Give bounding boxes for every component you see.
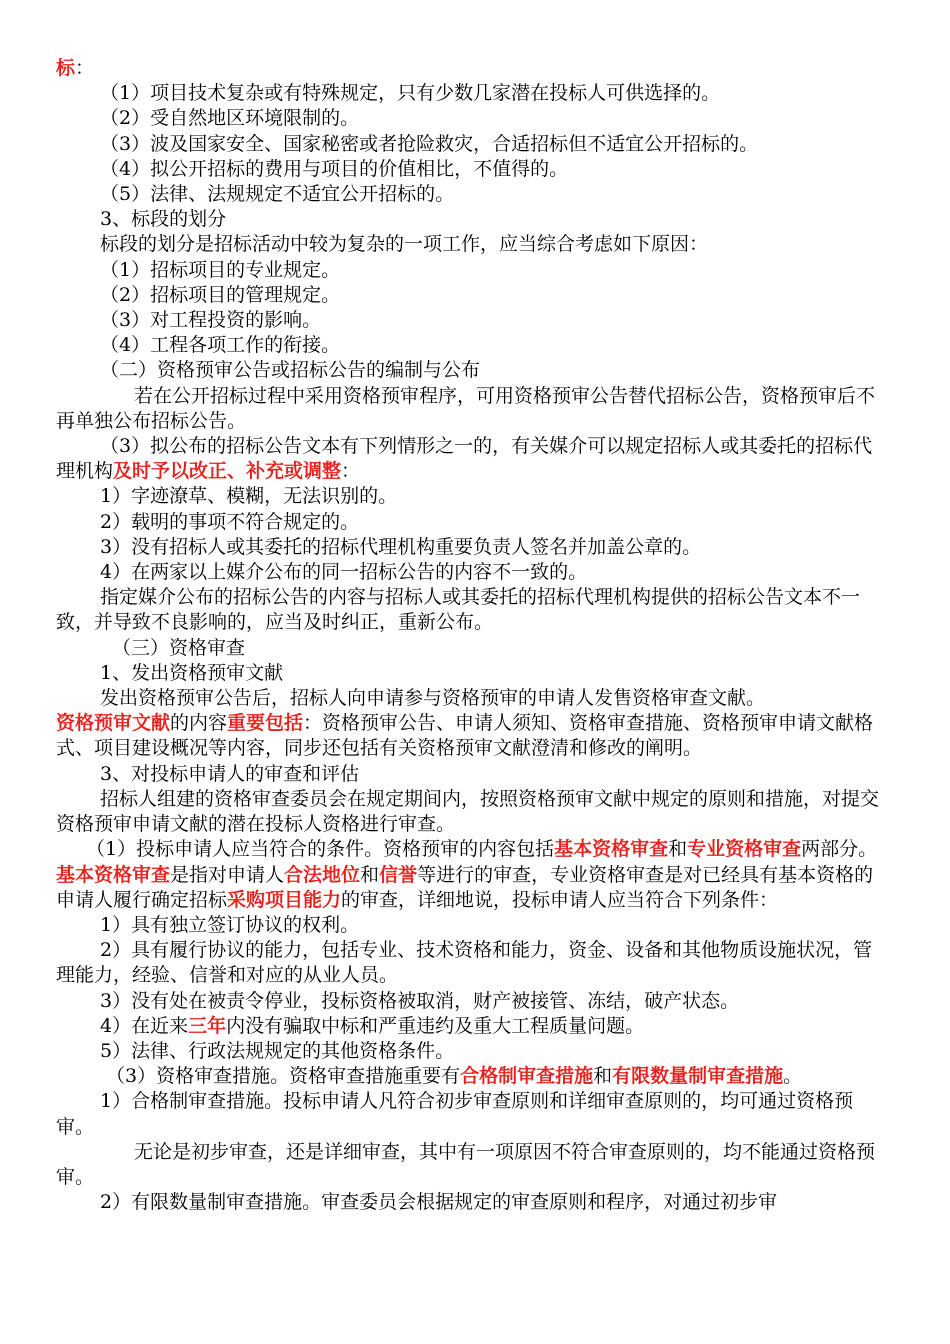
list-item: 4）在近来三年内没有骗取中标和严重违约及重大工程质量问题。: [100, 1014, 645, 1037]
intro-line: 标：: [56, 57, 95, 79]
highlight-text: 专业资格审查: [687, 838, 802, 861]
section-heading: 1、发出资格预审文献: [100, 661, 284, 684]
section-heading: 3、对投标申请人的审查和评估: [100, 762, 360, 785]
paragraph: 标段的划分是招标活动中较为复杂的一项工作，应当综合考虑如下原因：: [100, 233, 709, 256]
section-heading: （二）资格预审公告或招标公告的编制与公布: [100, 359, 481, 382]
list-item: 3）没有招标人或其委托的招标代理机构重要负责人签名并加盖公章的。: [100, 535, 702, 558]
list-item: 1）字迹潦草、模糊，无法识别的。: [100, 485, 398, 508]
list-item: （4）工程各项工作的衔接。: [100, 334, 341, 357]
paragraph: （3）资格审查措施。资格审查措施重要有合格制审查措施和有限数量制审查措施。: [106, 1065, 803, 1088]
highlight-text: 有限数量制审查措施: [612, 1065, 784, 1088]
list-item: （4）拟公开招标的费用与项目的价值相比，不值得的。: [100, 157, 569, 180]
list-item: 2）具有履行协议的能力，包括专业、技术资格和能力，资金、设备和其他物质设施状况，管理能力，经验、信誉和对应的从业人员。: [56, 939, 873, 987]
list-item: （3）对工程投资的影响。: [100, 309, 322, 332]
highlight-text: 重要包括: [227, 712, 304, 735]
list-item: 5）法律、行政法规规定的其他资格条件。: [100, 1039, 455, 1062]
list-item: （2）招标项目的管理规定。: [100, 283, 341, 306]
list-item: （1）项目技术复杂或有特殊规定，只有少数几家潜在投标人可供选择的。: [100, 82, 721, 105]
list-item: （5）法律、法规规定不适宜公开招标的。: [100, 183, 455, 206]
list-item: （1）招标项目的专业规定。: [100, 258, 341, 281]
list-item: 1）具有独立签订协议的权利。: [100, 913, 360, 936]
paragraph: 资格预审文献的内容重要包括：资格预审公告、申请人须知、资格审查措施、资格预审申请文献格式、项目建设概况等内容，同步还包括有关资格预审文献澄清和修改的阐明。: [56, 712, 874, 760]
paragraph: （1）投标申请人应当符合的条件。资格预审的内容包括基本资格审查和专业资格审查两部分。基本资格审查是指对申请人合法地位和信誉等进行的审查，专业资格审查是对已经具有基本资格的申请人履行确定招标采购项目能力的审查，详细地说，投标申请人应当符合下列条件：: [56, 838, 878, 911]
highlight-text: 合格制审查措施: [460, 1065, 594, 1088]
highlight-text: 信誉: [379, 863, 418, 886]
paragraph: 指定媒介公布的招标公告的内容与招标人或其委托的招标代理机构提供的招标公告文本不一致，并导致不良影响的，应当及时纠正，重新公布。: [56, 586, 861, 634]
paragraph: 发出资格预审公告后，招标人向申请参与资格预审的申请人发售资格审查文献。: [100, 687, 766, 710]
list-item: 4）在两家以上媒介公布的同一招标公告的内容不一致的。: [100, 561, 588, 584]
highlight-text: 基本资格审查: [554, 838, 669, 861]
highlight-text: 采购项目能力: [227, 888, 342, 911]
paragraph: 2）有限数量制审查措施。审查委员会根据规定的审查原则和程序，对通过初步审: [100, 1191, 778, 1214]
highlight-text: 及时予以改正、补充或调整: [113, 460, 342, 483]
highlight-text: 三年: [188, 1014, 227, 1037]
highlight-text: 资格预审文献: [56, 712, 171, 735]
section-heading: 3、标段的划分: [100, 208, 227, 231]
highlight-text: 基本资格审查: [56, 863, 171, 886]
list-item: 2）载明的事项不符合规定的。: [100, 510, 360, 533]
list-item: 3）没有处在被责令停业，投标资格被取消，财产被接管、冻结，破产状态。: [100, 989, 740, 1012]
list-item: （2）受自然地区环境限制的。: [100, 107, 360, 130]
paragraph: 招标人组建的资格审查委员会在规定期间内，按照资格预审文献中规定的原则和措施，对提交资格预审申请文献的潜在投标人资格进行审查。: [56, 787, 880, 836]
paragraph: 无论是初步审查，还是详细审查，其中有一项原因不符合审查原则的，均不能通过资格预审。: [56, 1140, 876, 1188]
paragraph: （3）拟公布的招标公告文本有下列情形之一的，有关媒介可以规定招标人或其委托的招标代理机构及时予以改正、补充或调整：: [56, 435, 873, 483]
section-heading: （三）资格审查: [112, 636, 246, 659]
list-item: （3）波及国家安全、国家秘密或者抢险救灾，合适招标但不适宜公开招标的。: [100, 132, 759, 155]
paragraph: 1）合格制审查措施。投标申请人凡符合初步审查原则和详细审查原则的，均可通过资格预审。: [56, 1090, 854, 1138]
highlight-text: 合法地位: [284, 863, 361, 886]
paragraph: 若在公开招标过程中采用资格预审程序，可用资格预审公告替代招标公告，资格预审后不再单独公布招标公告。: [56, 384, 876, 432]
highlight-text: 标: [56, 57, 76, 79]
